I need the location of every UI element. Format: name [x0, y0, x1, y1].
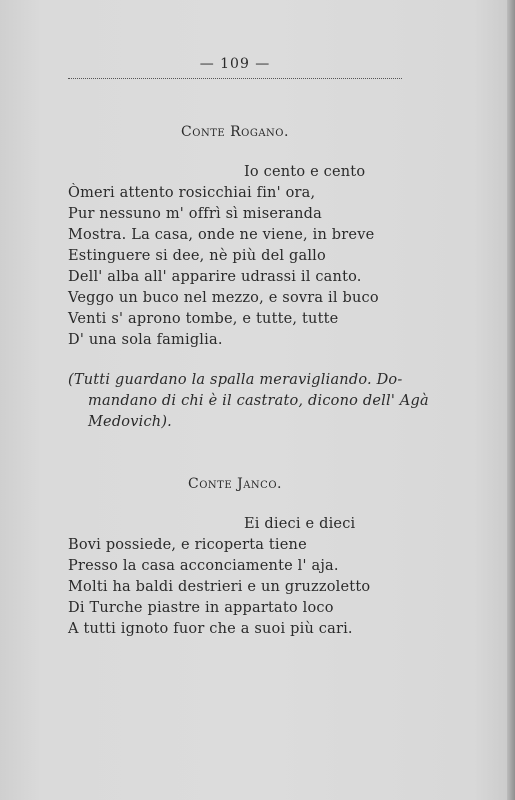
speaker-heading-rogano: Conte Rogano. [181, 124, 289, 140]
verse-line: Estinguere si dee, nè più del gallo [68, 248, 326, 264]
verse-line: Pur nessuno m' offrì sì miseranda [68, 206, 322, 222]
stage-direction-line: Medovich). [88, 414, 172, 430]
verse-line: A tutti ignoto fuor che a suoi più cari. [68, 621, 353, 637]
verse-line: Veggo un buco nel mezzo, e sovra il buco [68, 290, 379, 306]
verse-line: Bovi possiede, e ricoperta tiene [68, 537, 307, 553]
verse-line: Dell' alba all' apparire udrassi il canto. [68, 269, 362, 285]
speaker-heading-janco: Conte Janco. [188, 476, 282, 492]
verse-line: Mostra. La casa, onde ne viene, in breve [68, 227, 375, 243]
verse-line-first: Io cento e cento [244, 164, 366, 180]
header-rule [68, 78, 402, 79]
verse-line: D' una sola famiglia. [68, 332, 223, 348]
page-number: — 109 — [199, 56, 271, 72]
verse-line: Òmeri attento rosicchiai fin' ora, [68, 185, 316, 201]
page-edge [507, 0, 515, 800]
verse-line: Presso la casa acconciamente l' aja. [68, 558, 339, 574]
verse-line-first: Ei dieci e dieci [244, 516, 356, 532]
verse-line: Di Turche piastre in appartato loco [68, 600, 334, 616]
stage-direction-line: mandano di chi è il castrato, dicono dell' Agà [88, 393, 429, 409]
stage-direction-line: (Tutti guardano la spalla meravigliando. Do- [68, 372, 403, 388]
verse-line: Molti ha baldi destrieri e un gruzzoletto [68, 579, 371, 595]
verse-line: Venti s' aprono tombe, e tutte, tutte [68, 311, 339, 327]
